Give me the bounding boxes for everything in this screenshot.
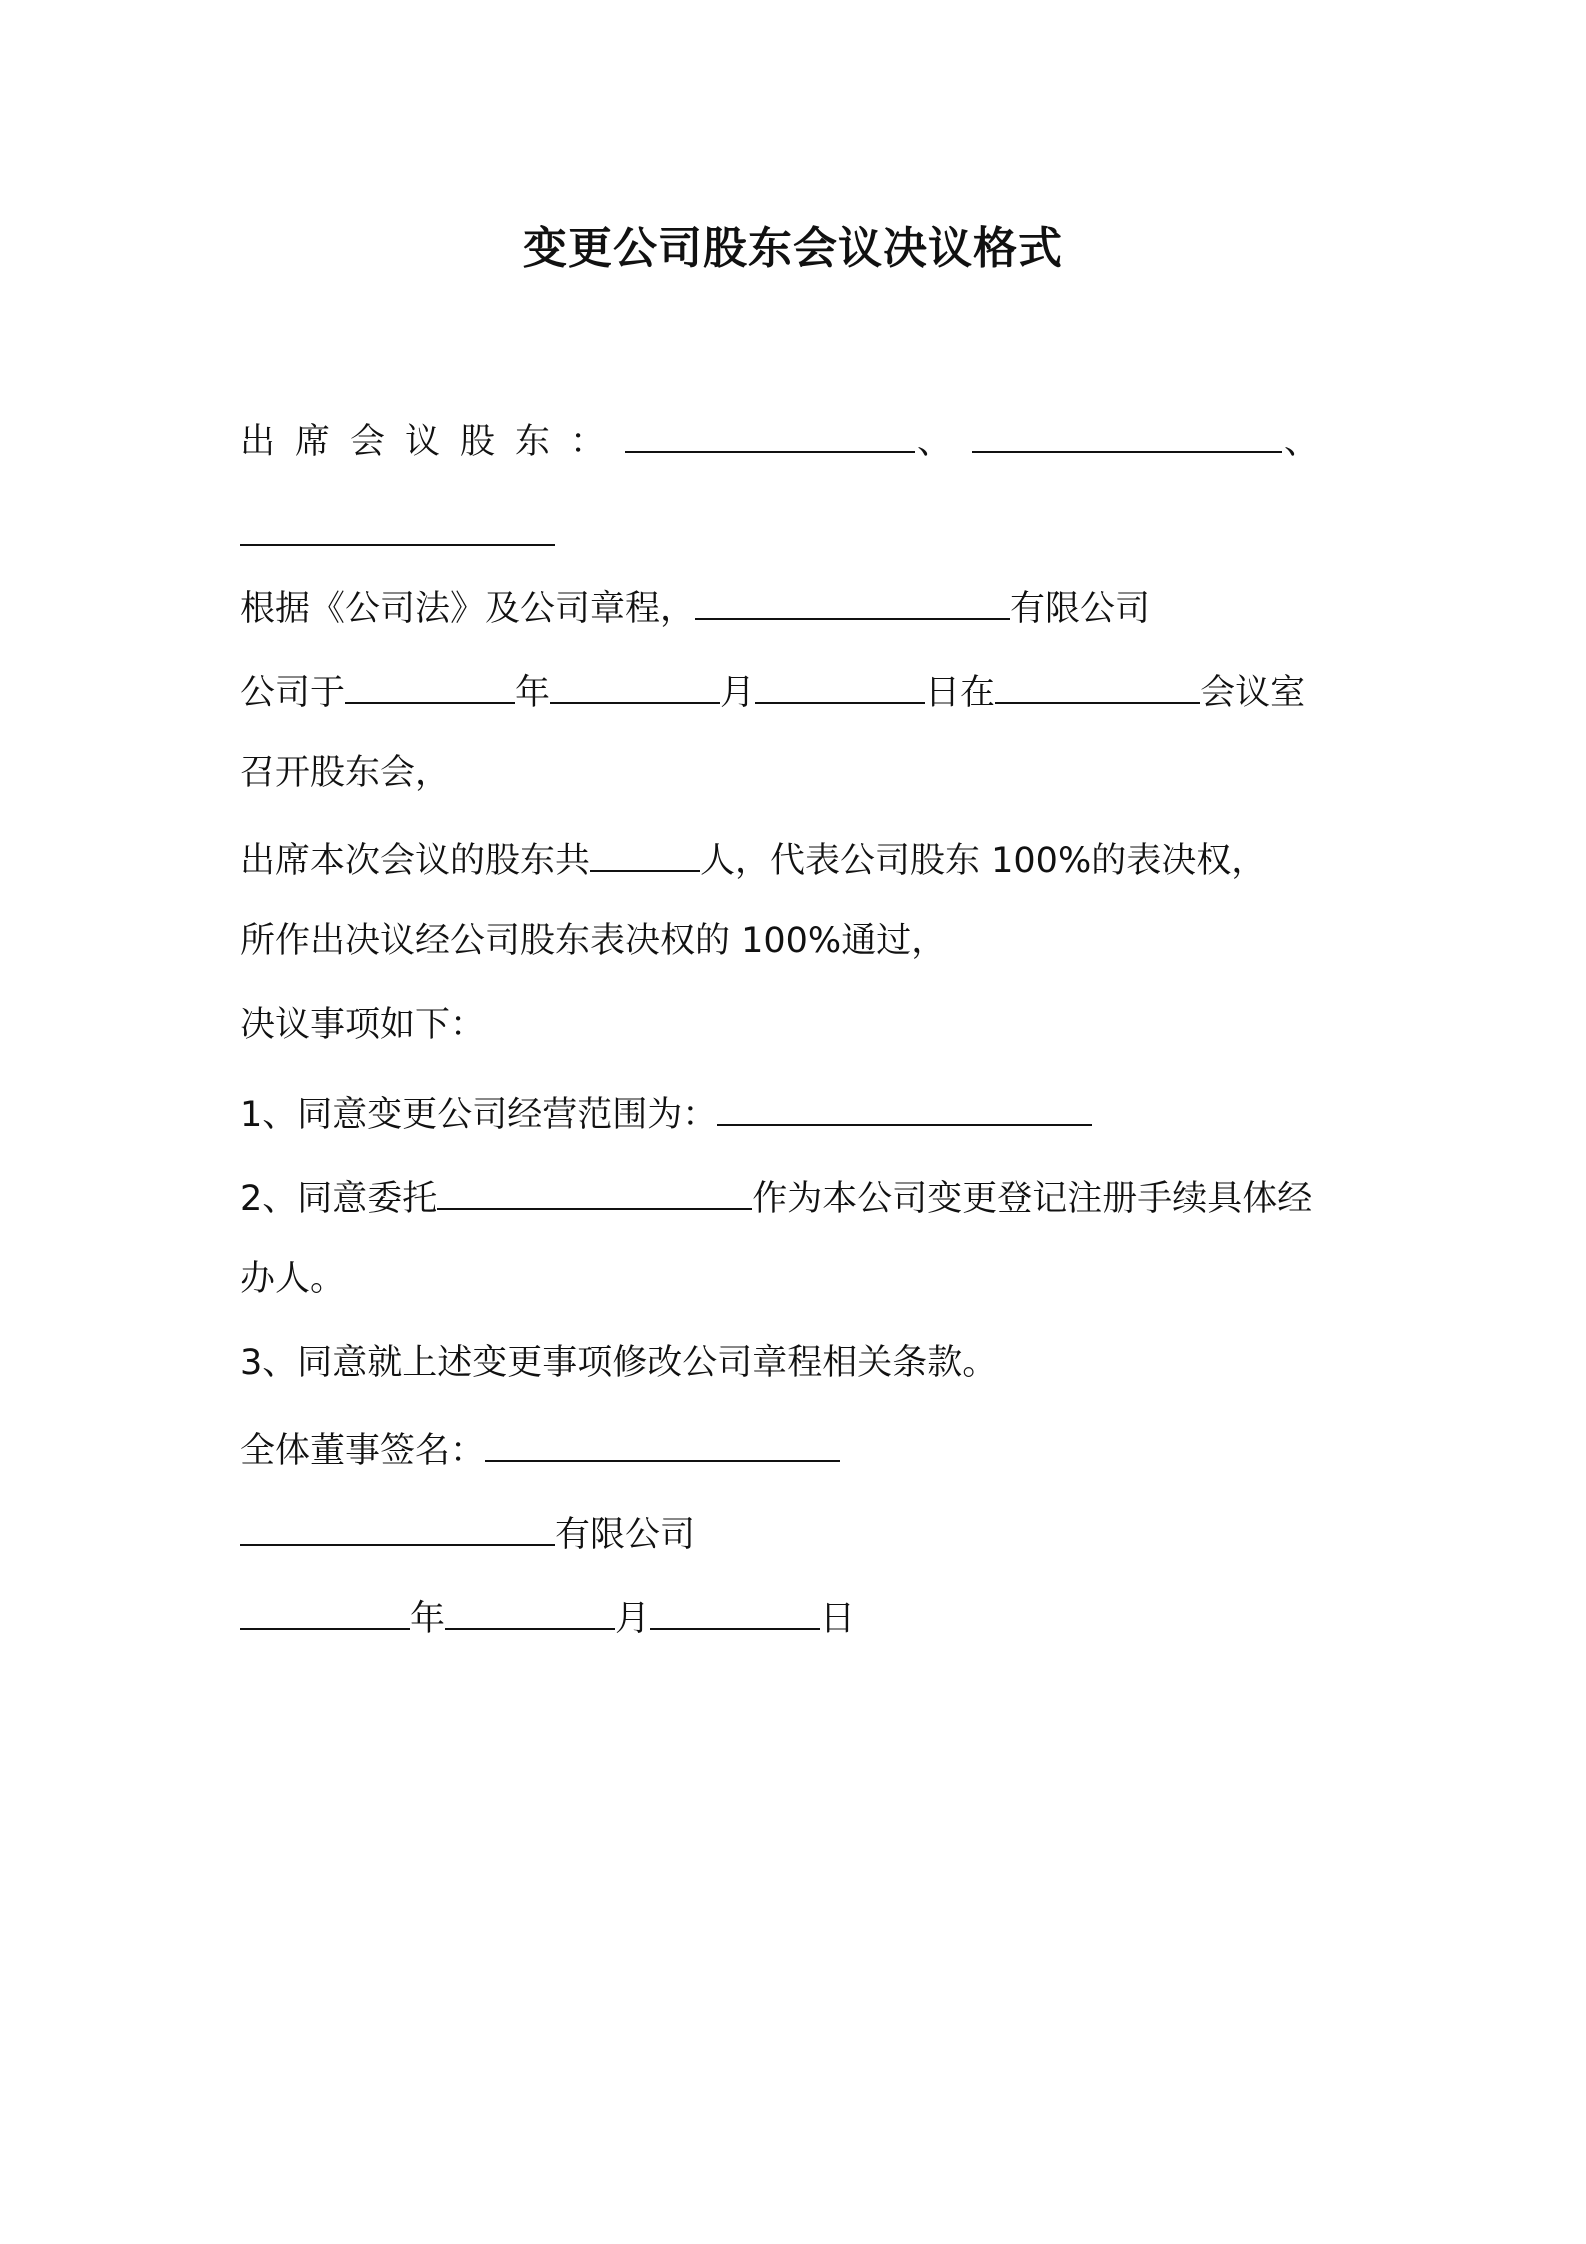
signing-year-blank[interactable] — [240, 1592, 410, 1630]
item-1-label: 1、同意变更公司经营范围为： — [240, 1095, 718, 1135]
director-signature-blank[interactable] — [485, 1424, 840, 1462]
agent-name-blank[interactable] — [437, 1172, 752, 1210]
year-label: 年 — [515, 673, 551, 713]
basis-line — [240, 582, 1150, 632]
item-1 — [240, 1088, 1092, 1138]
attendance-line — [240, 834, 1266, 884]
attendee-blank-2[interactable] — [972, 415, 1282, 453]
attendees-label: 出席会议股东： — [240, 422, 626, 462]
attendees-line-continued — [240, 508, 555, 558]
item-2-suffix: 作为本公司变更登记注册手续具体经 — [752, 1179, 1313, 1219]
meeting-date-line — [240, 666, 1305, 716]
company-suffix: 有限公司 — [555, 1515, 696, 1555]
basis-suffix: 有限公司 — [1010, 589, 1151, 629]
day-at-label: 日在 — [925, 673, 996, 713]
signing-day-label: 日 — [820, 1599, 856, 1639]
attendance-prefix: 出席本次会议的股东共 — [240, 841, 591, 881]
company-name-blank[interactable] — [695, 582, 1010, 620]
attendee-blank-1[interactable] — [625, 415, 915, 453]
item-2-prefix: 2、同意委托 — [240, 1179, 438, 1219]
month-label: 月 — [720, 673, 756, 713]
signing-company-blank[interactable] — [240, 1508, 555, 1546]
company-line — [240, 1508, 695, 1558]
matters-heading: 决议事项如下： — [240, 1005, 486, 1045]
convened-line: 召开股东会， — [240, 753, 451, 793]
signing-day-blank[interactable] — [650, 1592, 820, 1630]
signing-year-label: 年 — [410, 1599, 446, 1639]
attendee-count-blank[interactable] — [590, 834, 700, 872]
item-3: 3、同意就上述变更事项修改公司章程相关条款。 — [240, 1343, 998, 1383]
item-2-continued: 办人。 — [240, 1259, 346, 1299]
attendee-blank-3[interactable] — [240, 508, 555, 546]
signing-month-label: 月 — [615, 1599, 651, 1639]
meeting-day-blank[interactable] — [755, 666, 925, 704]
signature-line — [240, 1424, 840, 1474]
separator-2: 、 — [1284, 422, 1340, 462]
document-title: 变更公司股东会议决议格式 — [523, 223, 1063, 274]
meeting-room-label: 会议室 — [1200, 673, 1306, 713]
meeting-place-blank[interactable] — [995, 666, 1200, 704]
item-2 — [240, 1172, 1312, 1222]
signature-label: 全体董事签名： — [240, 1431, 486, 1471]
signing-date-line — [240, 1592, 855, 1642]
signing-month-blank[interactable] — [445, 1592, 615, 1630]
meeting-month-blank[interactable] — [550, 666, 720, 704]
resolution-passed-line: 所作出决议经公司股东表决权的 100%通过， — [240, 921, 947, 961]
basis-prefix: 根据《公司法》及公司章程， — [240, 589, 696, 629]
attendees-line — [240, 415, 1339, 465]
meeting-year-blank[interactable] — [345, 666, 515, 704]
attendance-suffix: 人，代表公司股东 100%的表决权， — [700, 841, 1267, 881]
separator-1: 、 — [917, 422, 973, 462]
business-scope-blank[interactable] — [717, 1088, 1092, 1126]
date-prefix: 公司于 — [240, 673, 346, 713]
